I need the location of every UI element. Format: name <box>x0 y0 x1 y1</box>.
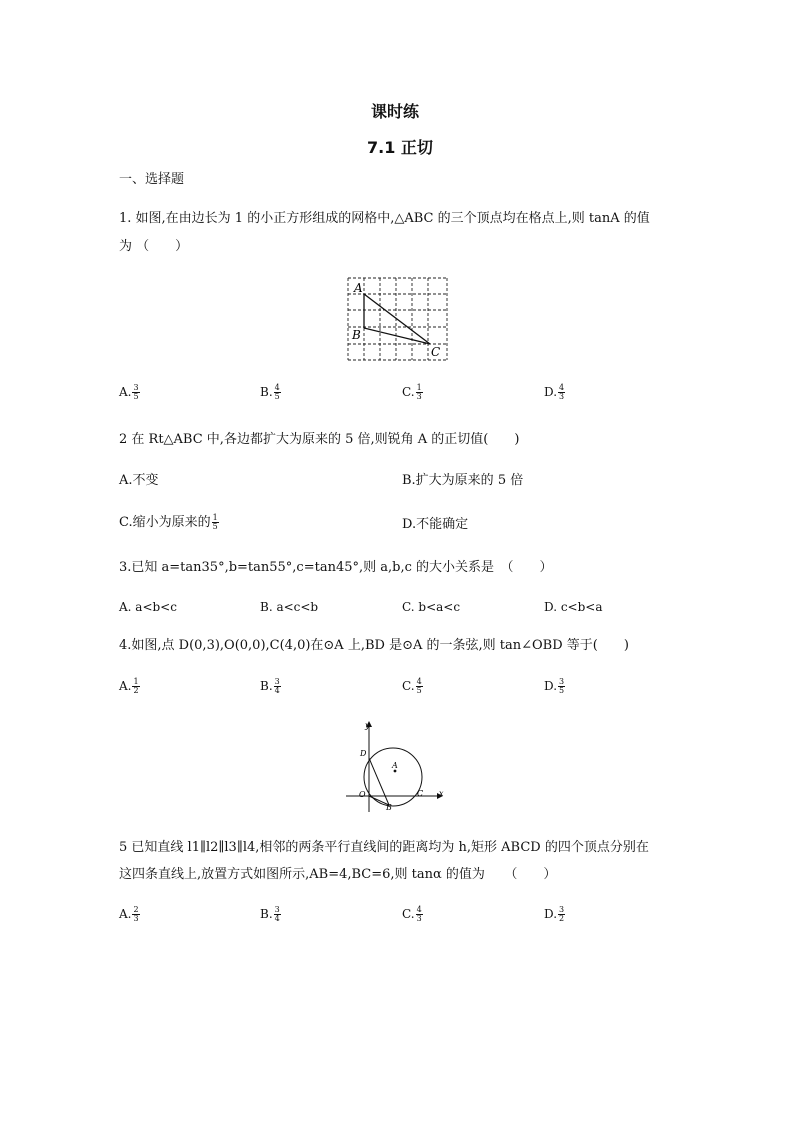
q2-option-c[interactable]: C.缩小为原来的 $\frac{1}{5}$ <box>119 513 218 531</box>
q5-text-line2: 这四条直线上,放置方式如图所示,AB=4,BC=6,则 tanα 的值为 （ ） <box>119 867 557 882</box>
q2-option-a[interactable]: A.不变 <box>119 473 159 488</box>
q2-option-d[interactable]: D.不能确定 <box>402 517 469 532</box>
y-axis-label: y <box>365 721 370 730</box>
point-d-label: D <box>360 749 367 758</box>
q1-grid-figure <box>340 272 452 364</box>
q1-option-a[interactable]: A. $\frac{3}{5}$ <box>119 383 139 401</box>
q3-option-d[interactable]: D. c<b<a <box>544 600 603 614</box>
q2-text: 2 在 Rt△ABC 中,各边都扩大为原来的 5 倍,则锐角 A 的正切值( ) <box>119 432 520 447</box>
point-b-label: B <box>386 803 392 812</box>
section-heading: 一、选择题 <box>119 172 185 187</box>
q5-option-d[interactable]: D. $\frac{3}{2}$ <box>544 905 565 923</box>
point-c-label: C <box>417 789 424 798</box>
q1-option-d[interactable]: D. $\frac{4}{3}$ <box>544 383 565 401</box>
q3-option-c[interactable]: C. b<a<c <box>402 600 461 614</box>
q5-option-c[interactable]: C. $\frac{4}{3}$ <box>402 905 422 923</box>
q3-option-a[interactable]: A. a<b<c <box>119 600 177 614</box>
vertex-b-label: B <box>352 328 361 342</box>
q4-option-d[interactable]: D. $\frac{3}{5}$ <box>544 677 565 695</box>
q1-text-line1: 1. 如图,在由边长为 1 的小正方形组成的网格中,△ABC 的三个顶点均在格点上,则 tanA 的值 <box>119 211 650 226</box>
q4-option-a[interactable]: A. $\frac{1}{2}$ <box>119 677 139 695</box>
vertex-c-label: C <box>431 345 441 359</box>
q1-option-c[interactable]: C. $\frac{1}{3}$ <box>402 383 422 401</box>
point-a-label: A <box>392 761 398 770</box>
q3-text: 3.已知 a=tan35°,b=tan55°,c=tan45°,则 a,b,c 的大小关系是 （ ） <box>119 560 553 575</box>
point-o-label: O <box>359 790 366 799</box>
lesson-subtitle: 7.1 正切 <box>367 138 433 157</box>
center-a-point <box>394 770 397 773</box>
vertex-a-label: A <box>354 281 363 295</box>
q4-text: 4.如图,点 D(0,3),O(0,0),C(4,0)在⊙A 上,BD 是⊙A 的一条弦,则 tan∠OBD 等于( ) <box>119 638 629 653</box>
q3-option-b[interactable]: B. a<c<b <box>260 600 319 614</box>
q5-option-a[interactable]: A. $\frac{2}{3}$ <box>119 905 139 923</box>
q5-text-line1: 5 已知直线 l1∥l2∥l3∥l4,相邻的两条平行直线间的距离均为 h,矩形 ABCD 的四个顶点分别在 <box>119 840 649 855</box>
chord-bd <box>369 758 389 805</box>
q2-option-b[interactable]: B.扩大为原来的 5 倍 <box>402 473 524 488</box>
q5-option-b[interactable]: B. $\frac{3}{4}$ <box>260 905 280 923</box>
q4-option-b[interactable]: B. $\frac{3}{4}$ <box>260 677 280 695</box>
q4-circle-figure <box>340 718 452 814</box>
x-axis-label: x <box>439 789 444 798</box>
q1-text-line2: 为 （ ） <box>119 239 189 254</box>
triangle-abc <box>364 294 430 344</box>
q4-option-c[interactable]: C. $\frac{4}{5}$ <box>402 677 422 695</box>
page-title: 课时练 <box>371 102 420 121</box>
q1-option-b[interactable]: B. $\frac{4}{5}$ <box>260 383 280 401</box>
